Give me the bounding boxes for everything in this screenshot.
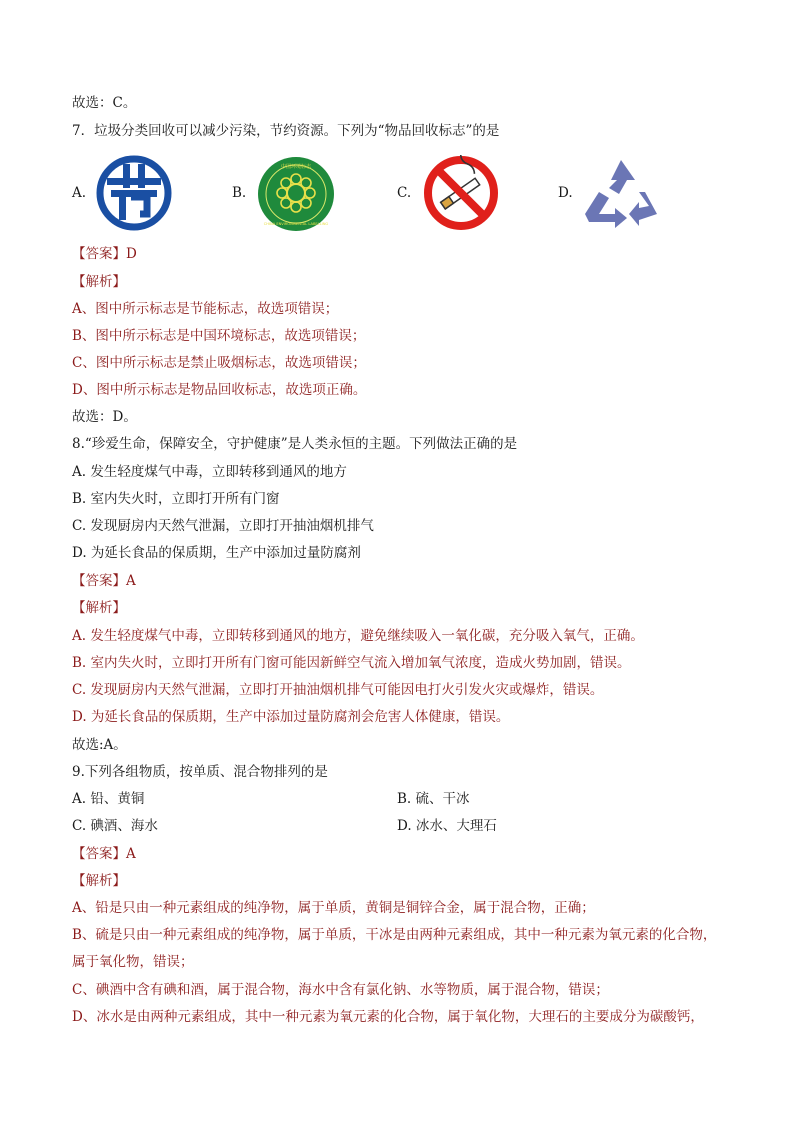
q7-conclusion: 故选：D。	[72, 409, 137, 425]
q7-analysis-title: 【解析】	[72, 274, 126, 290]
q9-stem: 9.下列各组物质，按单质、混合物排列的是	[72, 764, 328, 780]
q8-stem: 8.“珍爱生命，保障安全，守护健康”是人类永恒的主题。下列做法正确的是	[72, 436, 518, 452]
q7-option-d-label: D.	[558, 185, 573, 201]
q9-analysis-title: 【解析】	[72, 873, 126, 889]
energy-saving-logo-icon	[95, 154, 173, 232]
q8-analysis-b: B. 室内失火时，立即打开所有门窗可能因新鲜空气流入增加氧气浓度，造成火势加剧，错误。	[72, 655, 631, 671]
q9-analysis-c: C、碘酒中含有碘和酒，属于混合物，海水中含有氯化钠、水等物质，属于混合物，错误；	[72, 982, 609, 998]
q7-analysis-b: B、图中所示标志是中国环境标志，故选项错误；	[72, 328, 366, 344]
q7-analysis-c: C、图中所示标志是禁止吸烟标志，故选项错误；	[72, 355, 366, 371]
q8-analysis-c: C. 发现厨房内天然气泄漏，立即打开抽油烟机排气可能因电打火引发火灾或爆炸，错误。	[72, 682, 604, 698]
q7-analysis-a: A、图中所示标志是节能标志，故选项错误；	[72, 301, 339, 317]
q7-analysis-d: D、图中所示标志是物品回收标志，故选项正确。	[72, 382, 367, 398]
china-environmental-label-icon	[256, 155, 336, 233]
q9-analysis-a: A、铅是只由一种元素组成的纯净物，属于单质，黄铜是铜锌合金，属于混合物，正确；	[72, 900, 595, 916]
q7-answer: 【答案】D	[72, 246, 137, 262]
q8-answer: 【答案】A	[72, 573, 136, 589]
q9-analysis-b: B、硫是只由一种元素组成的纯净物，属于单质，干冰是由两种元素组成，其中一种元素为氧元素的化合物，	[72, 927, 717, 943]
no-smoking-sign-icon	[423, 155, 499, 231]
q9-analysis-b-cont: 属于氧化物，错误；	[72, 954, 194, 970]
q7-option-c-label: C.	[397, 185, 412, 201]
q6-conclusion: 故选：C。	[72, 95, 137, 111]
q8-conclusion: 故选:A。	[72, 737, 127, 753]
q8-option-d: D. 为延长食品的保质期，生产中添加过量防腐剂	[72, 545, 361, 561]
q8-option-c: C. 发现厨房内天然气泄漏，立即打开抽油烟机排气	[72, 518, 374, 534]
q7-option-a-label: A.	[72, 185, 87, 201]
q8-option-a: A. 发生轻度煤气中毒，立即转移到通风的地方	[72, 464, 347, 480]
q8-analysis-a: A. 发生轻度煤气中毒，立即转移到通风的地方，避免继续吸入一氧化碳，充分吸入氧气，正确。	[72, 628, 644, 644]
q9-option-b: B. 硫、干冰	[397, 791, 470, 807]
q7-option-b-label: B.	[232, 185, 247, 201]
q9-option-d: D. 冰水、大理石	[397, 818, 497, 834]
q8-analysis-d: D. 为延长食品的保质期，生产中添加过量防腐剂会危害人体健康，错误。	[72, 709, 510, 725]
q9-option-a: A. 铅、黄铜	[72, 791, 145, 807]
q9-answer: 【答案】A	[72, 846, 136, 862]
svg-text:中国环境标志: 中国环境标志	[280, 164, 312, 170]
q8-option-b: B. 室内失火时，立即打开所有门窗	[72, 491, 280, 507]
svg-text:CHINA ENVIRONMENTAL LABELLING: CHINA ENVIRONMENTAL LABELLING	[263, 222, 329, 226]
q9-analysis-d: D、冰水是由两种元素组成，其中一种元素为氧元素的化合物，属于氧化物，大理石的主要成分为碳酸钙，	[72, 1009, 704, 1025]
q9-option-c: C. 碘酒、海水	[72, 818, 158, 834]
recycle-symbol-icon	[583, 158, 659, 228]
q7-stem: 7．垃圾分类回收可以减少污染，节约资源。下列为“物品回收标志”的是	[72, 123, 500, 139]
q8-analysis-title: 【解析】	[72, 600, 126, 616]
